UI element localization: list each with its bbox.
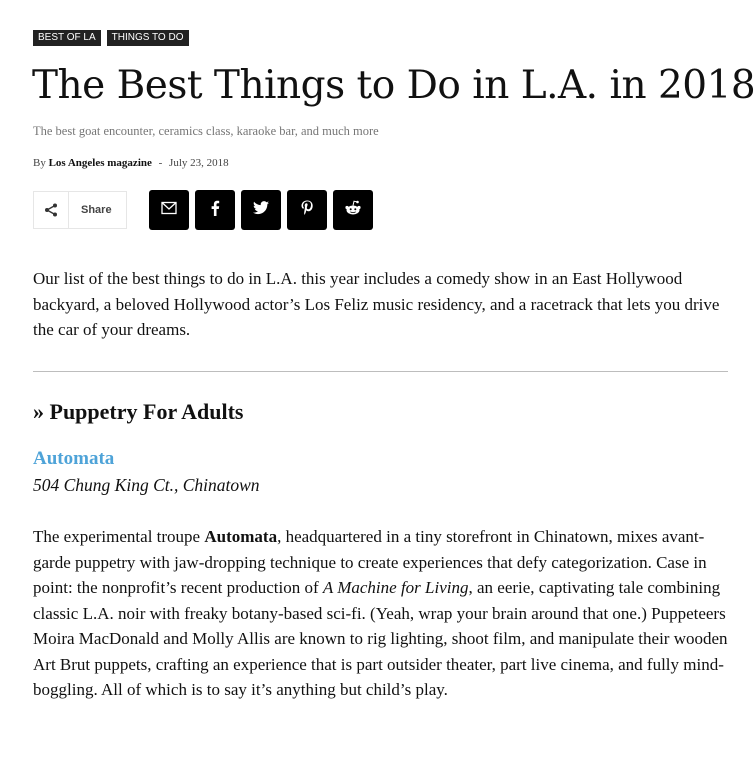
byline-separator: - [158, 157, 163, 169]
pinterest-share-button[interactable] [287, 190, 327, 230]
tag-things-to-do[interactable]: THINGS TO DO [107, 30, 189, 46]
twitter-share-button[interactable] [241, 190, 281, 230]
body-text-2: , headquartered in a tiny storefront in Chinatown, mixes avant-garde puppetry with jaw-dropping technique to create experiences that defy categorization. Case in point: the nonprofit’s recent production of [33, 527, 707, 597]
body-text-3: , an eerie, captivating tale combining classic L.A. noir with freaky botany-based sci-fi. (Yeah, wrap your brain around that one.) Puppeteers Moira MacDonald and Molly Allis are known to rig lighting, shoot film, and manipulate their wooden Art Brut puppets, crafting an experience that is part outsider theater, part live cinema, and fully mind-boggling. All of which is to say it’s anything but child’s play. [33, 578, 728, 699]
body-emphasis: A Machine for Living [322, 578, 469, 597]
article-body [33, 524, 728, 703]
share-button[interactable] [33, 191, 127, 229]
byline-by: By [33, 157, 46, 169]
page-title: The Best Things to Do in L.A. in 2018 [32, 63, 755, 108]
byline [33, 157, 229, 169]
venue-link[interactable]: Automata [33, 448, 115, 469]
body-text-1: The experimental troupe [33, 527, 205, 546]
venue-address: 504 Chung King Ct., Chinatown [33, 475, 260, 495]
publish-date: July 23, 2018 [169, 157, 229, 169]
tag-best-of-la[interactable]: BEST OF LA [33, 30, 101, 46]
section-heading: » Puppetry For Adults [33, 399, 244, 424]
pinterest-icon [301, 200, 313, 220]
facebook-share-button[interactable] [195, 190, 235, 230]
facebook-icon [210, 200, 220, 221]
reddit-icon [344, 200, 362, 221]
email-share-button[interactable] [149, 190, 189, 230]
body-strong: Automata [204, 527, 278, 546]
category-tags [33, 30, 189, 46]
article-lede: Our list of the best things to do in L.A. this year includes a comedy show in an East Hollywood backyard, a beloved Hollywood actor’s Los Feliz music residency, and a racetrack that lets you drive the car of your dreams. [33, 269, 720, 339]
author-link[interactable]: Los Angeles magazine [48, 157, 152, 169]
subtitle: The best goat encounter, ceramics class, karaoke bar, and much more [33, 124, 379, 138]
email-icon [161, 201, 177, 220]
twitter-icon [253, 201, 269, 220]
share-label: Share [81, 204, 112, 216]
share-icon [34, 192, 69, 228]
section-divider [33, 371, 728, 372]
reddit-share-button[interactable] [333, 190, 373, 230]
